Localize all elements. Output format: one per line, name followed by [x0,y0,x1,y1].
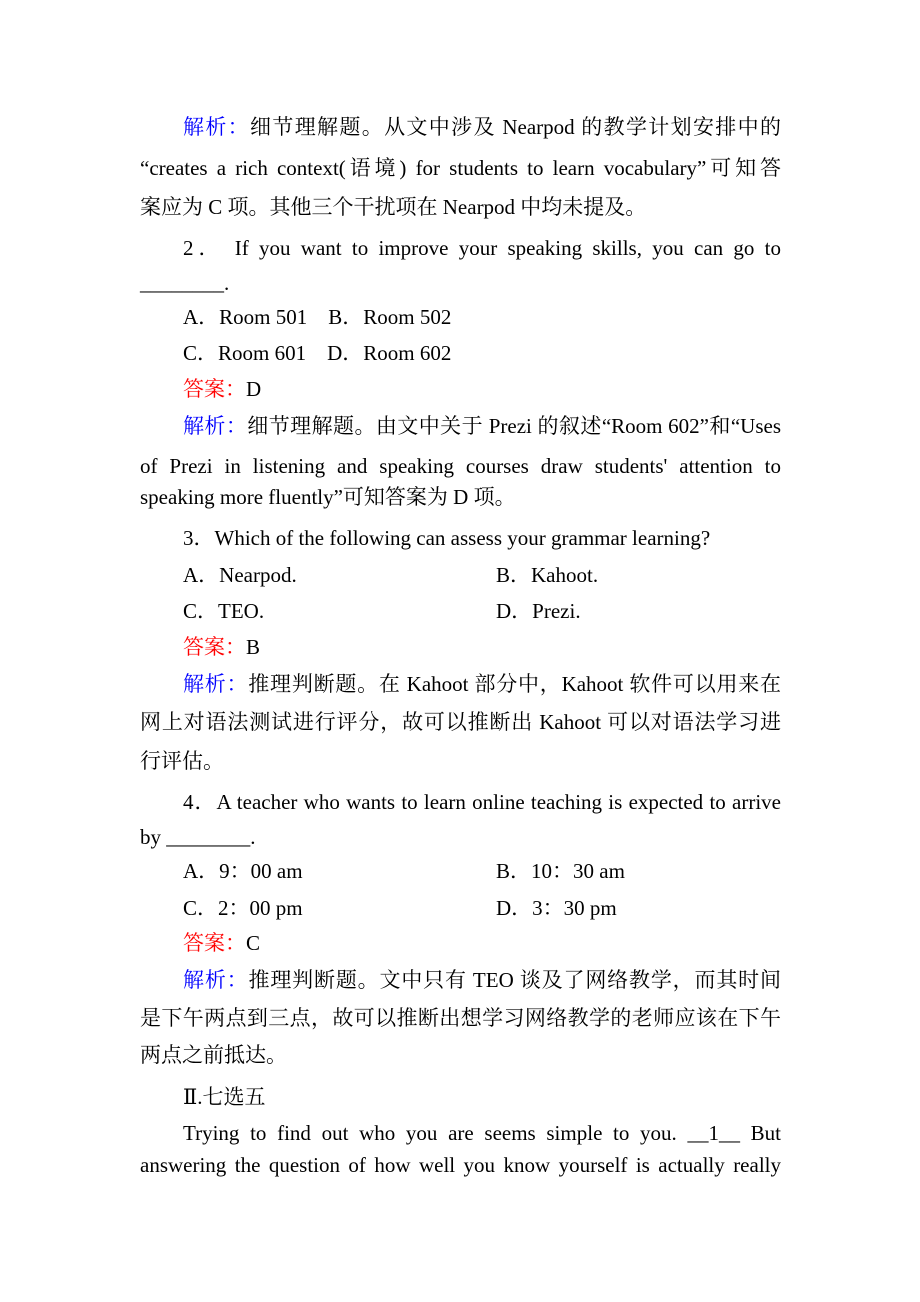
text-line [183,1083,781,1111]
answer-label: 答案： [183,635,246,659]
text-line [140,193,781,221]
option: C．TEO. [183,599,265,623]
line-text: 细节理解题。从文中涉及 Nearpod 的教学计划安排中的 [250,115,781,139]
line-text: 是下午两点到三点，故可以推断出想学习网络教学的老师应该在下午 [140,1006,781,1030]
text-line [183,303,781,331]
line-text: 推理判断题。在 Kahoot 部分中，Kahoot 软件可以用来在 [248,672,781,696]
line-text: “creates a rich context(语境) for students to learn vocabulary”可知答 [140,156,781,180]
answer-label: 答案： [183,931,246,955]
text-line [140,483,781,511]
option: A．9：00 am [183,859,303,883]
line-text: 推理判断题。文中只有 TEO 谈及了网络教学，而其时间 [248,968,782,992]
line-text: 两点之前抵达。 [140,1043,287,1067]
text-line [140,1004,781,1032]
analysis-line [183,412,781,440]
answer-label: 答案： [183,377,246,401]
text-line [140,1041,781,1069]
text-line [140,747,781,775]
text-line [140,452,781,480]
line-text: 3．Which of the following can assess your grammar learning? [183,526,711,550]
line-text: 细节理解题。由文中关于 Prezi 的叙述“Room 602”和“Uses [247,414,781,438]
analysis-label: 解析： [183,672,249,696]
line-text: ________. [140,271,230,295]
option: B．10：30 am [496,859,625,883]
analysis-label: 解析： [183,968,249,992]
option: D．Prezi. [496,599,581,623]
text-line [183,339,781,367]
line-text: 案应为 C 项。其他三个干扰项在 Nearpod 中均未提及。 [140,195,647,219]
text-line [183,524,781,552]
options-line [183,561,781,589]
options-line [183,894,781,922]
option: A．Nearpod. [183,563,297,587]
analysis-line [183,966,781,994]
text-line [183,1119,781,1147]
answer-line [183,633,781,661]
option: C．2：00 pm [183,896,303,920]
option: B．Kahoot. [496,563,599,587]
line-text: 行评估。 [140,749,224,773]
line-text: D [246,377,262,401]
text-line [140,269,781,297]
option: D．3：30 pm [496,896,617,920]
line-text: speaking more fluently”可知答案为 D 项。 [140,485,516,509]
text-line [183,788,781,816]
text-line [140,823,781,851]
text-line [183,234,781,262]
line-text: of Prezi in listening and speaking courses draw students' attention to [140,454,781,478]
text-line [140,708,781,736]
analysis-line [183,113,781,141]
line-text: C．Room 601 D．Room 602 [183,341,452,365]
analysis-label: 解析： [183,414,248,438]
text-line [140,154,781,182]
answer-line [183,375,781,403]
line-text: Ⅱ.七选五 [183,1085,266,1109]
line-text: answering the question of how well you know yourself is actually really [140,1153,781,1177]
line-text: 网上对语法测试进行评分，故可以推断出 Kahoot 可以对语法学习进 [140,710,781,734]
line-text: 4．A teacher who wants to learn online teaching is expected to arrive [183,790,781,814]
line-text: B [246,635,261,659]
answer-line [183,929,781,957]
options-line [183,597,781,625]
line-text: C [246,931,261,955]
analysis-label: 解析： [183,115,251,139]
line-text: 2． If you want to improve your speaking skills, you can go to [183,236,781,260]
analysis-line [183,670,781,698]
line-text: A．Room 501 B．Room 502 [183,305,452,329]
text-line [140,1151,781,1179]
line-text: by ________. [140,825,256,849]
options-line [183,857,781,885]
line-text: Trying to find out who you are seems simple to you. __1__ But [183,1121,781,1145]
